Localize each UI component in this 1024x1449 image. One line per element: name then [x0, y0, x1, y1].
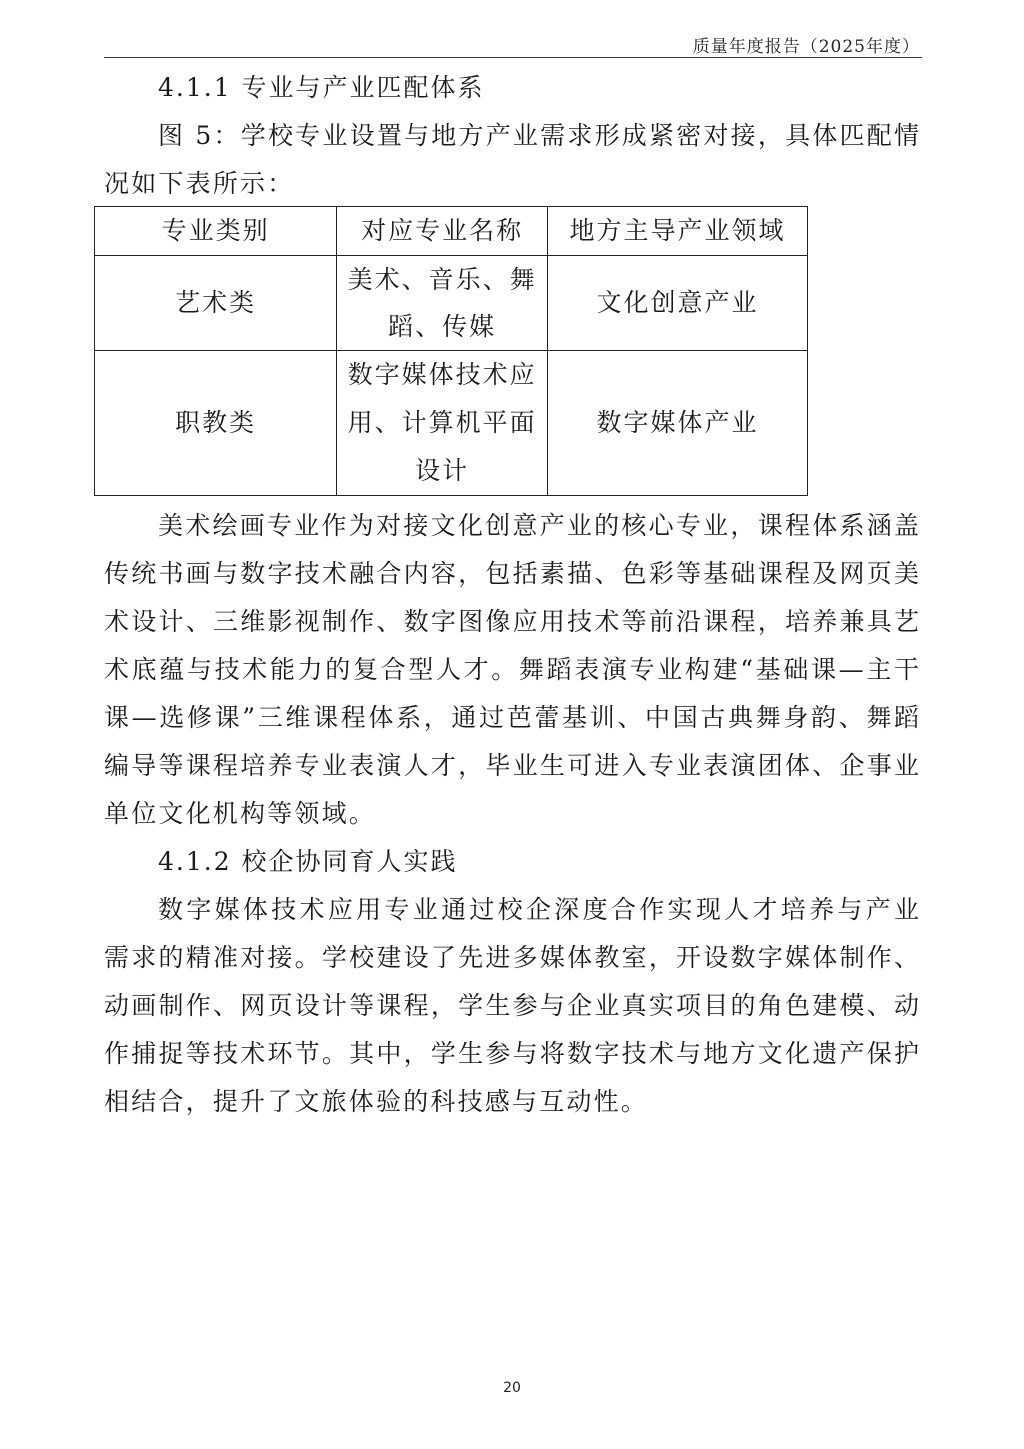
table-cell-category: 艺术类: [95, 256, 337, 351]
table-cell-majors-line: 用、计算机平面: [347, 408, 537, 437]
table-cell-majors-line: 蹈、传媒: [388, 312, 497, 341]
table-cell-majors-line: 数字媒体技术应: [347, 360, 537, 389]
major-industry-match-table: [94, 206, 808, 496]
table-row: [95, 256, 808, 351]
header-divider: [104, 57, 922, 58]
table-header-industry: 地方主导产业领域: [548, 207, 808, 256]
paragraph-1-line: 美术绘画专业作为对接文化创意产业的核心专业，课程体系涵盖: [158, 511, 920, 540]
paragraph-1-line: 术底蕴与技术能力的复合型人才。舞蹈表演专业构建“基础课—主干: [104, 655, 920, 684]
paragraph-2-line: 数字媒体技术应用专业通过校企深度合作实现人才培养与产业: [158, 895, 920, 924]
intro-line-1: 图 5：学校专业设置与地方产业需求形成紧密对接，具体匹配情: [158, 121, 920, 150]
table-cell-industry: 数字媒体产业: [548, 351, 808, 496]
table-cell-category: 职教类: [95, 351, 337, 496]
table-cell-majors-line: 美术、音乐、舞: [347, 265, 537, 294]
table-header-row: [95, 207, 808, 256]
paragraph-1-line: 课—选修课”三维课程体系，通过芭蕾基训、中国古典舞身韵、舞蹈: [104, 703, 920, 732]
table-row: [95, 351, 808, 496]
paragraph-2-line: 动画制作、网页设计等课程，学生参与企业真实项目的角色建模、动: [104, 991, 920, 1020]
table-cell-majors-line: 设计: [415, 456, 470, 485]
paragraph-2-line: 作捕捉等技术环节。其中，学生参与将数字技术与地方文化遗产保护: [104, 1039, 920, 1068]
paragraph-2-line: 需求的精准对接。学校建设了先进多媒体教室，开设数字媒体制作、: [104, 943, 920, 972]
table-cell-industry: 文化创意产业: [548, 256, 808, 351]
document-body-continued: [104, 502, 920, 1126]
table-cell-majors: [337, 351, 548, 496]
table-header-category: 专业类别: [95, 207, 337, 256]
document-body: [104, 64, 920, 208]
page-number: 20: [503, 1380, 521, 1396]
paragraph-1-line: 术设计、三维影视制作、数字图像应用技术等前沿课程，培养兼具艺: [104, 607, 920, 636]
section-heading-4-1-1: 4.1.1 专业与产业匹配体系: [158, 73, 485, 102]
paragraph-2-line: 相结合，提升了文旅体验的科技感与互动性。: [104, 1087, 649, 1116]
paragraph-1-line: 编导等课程培养专业表演人才，毕业生可进入专业表演团体、企事业: [104, 751, 920, 780]
paragraph-1-line: 单位文化机构等领域。: [104, 799, 377, 828]
intro-line-2: 况如下表所示：: [104, 169, 295, 198]
section-heading-4-1-2: 4.1.2 校企协同育人实践: [158, 847, 458, 876]
paragraph-1-line: 传统书画与数字技术融合内容，包括素描、色彩等基础课程及网页美: [104, 559, 920, 588]
page-header-title: 质量年度报告（2025年度）: [692, 37, 920, 57]
table-header-majors: 对应专业名称: [337, 207, 548, 256]
table-cell-majors: [337, 256, 548, 351]
